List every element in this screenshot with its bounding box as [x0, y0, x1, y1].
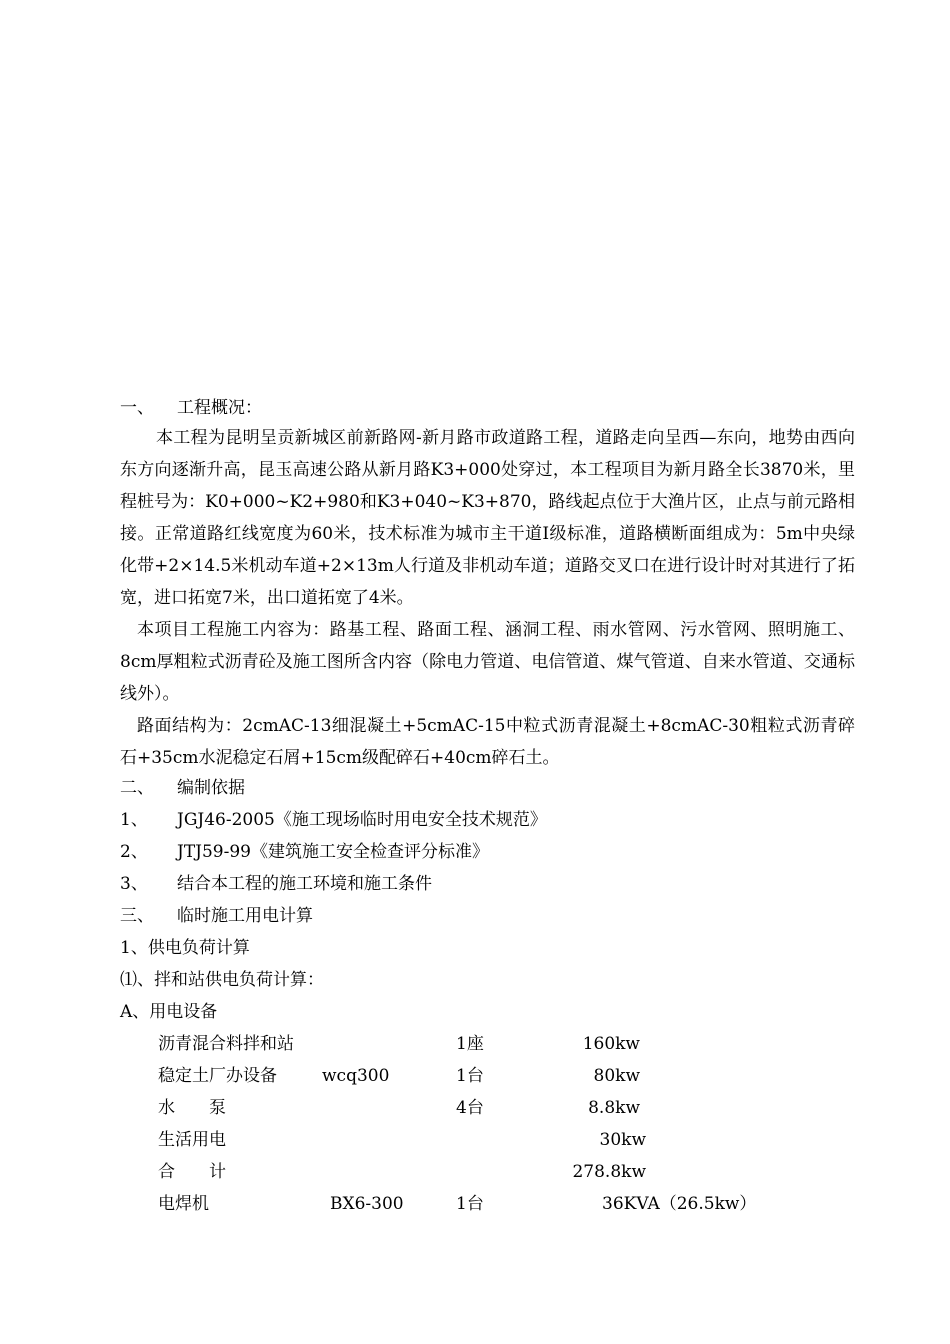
section-title: 工程概况：: [177, 398, 262, 418]
equipment-name: 水 泵: [158, 1098, 226, 1118]
list-item: [120, 842, 489, 862]
equipment-power: 30kw: [599, 1130, 646, 1150]
section-heading-3: [120, 906, 313, 926]
section-heading-2: [120, 778, 245, 798]
scope-paragraph: 本项目工程施工内容为：路基工程、路面工程、涵洞工程、雨水管网、污水管网、照明施工、8cm厚粗粒式沥青砼及施工图所含内容（除电力管道、电信管道、煤气管道、自来水管道、交通标线外）。: [120, 620, 855, 704]
overview-paragraph: 本工程为昆明呈贡新城区前新路网-新月路市政道路工程，道路走向呈西—东向，地势由西向东方向逐渐升高，昆玉高速公路从新月路K3+000处穿过，本工程项目为新月路全长3870米，里程桩号为：K0+000~K2+980和K3+040~K3+870，路线起点位于大渔片区，止点与前元路相接。正常道路红线宽度为60米，技术标准为城市主干道Ⅰ级标准，道路横断面组成为：5m中央绿化带+2×14.5米机动车道+2×13m人行道及非机动车道；道路交叉口在进行设计时对其进行了拓宽，进口拓宽7米，出口道拓宽了4米。: [120, 428, 855, 608]
list-text: 结合本工程的施工环境和施工条件: [177, 874, 432, 894]
section-number: 二、: [120, 778, 154, 798]
list-text: JTJ59-99《建筑施工安全检查评分标准》: [177, 842, 489, 862]
subheading-mixing-station: ⑴、拌和站供电负荷计算：: [120, 970, 324, 990]
equipment-power: 80kw: [593, 1066, 640, 1086]
subheading-equipment: A、用电设备: [120, 1002, 218, 1022]
section-number: 一、: [120, 398, 154, 418]
equipment-power-total: 278.8kw: [572, 1162, 646, 1182]
list-number: 1、: [120, 810, 148, 830]
equipment-name: 稳定土厂办设备: [158, 1066, 277, 1086]
equipment-name: 合 计: [158, 1162, 226, 1182]
section-title: 编制依据: [177, 778, 245, 798]
equipment-qty: 1座: [456, 1034, 484, 1054]
equipment-name: 生活用电: [158, 1130, 226, 1150]
equipment-qty: 1台: [456, 1194, 484, 1214]
pavement-paragraph: 路面结构为：2cmAC-13细混凝土+5cmAC-15中粒式沥青混凝土+8cmAC-30粗粒式沥青碎石+35cm水泥稳定石屑+15cm级配碎石+40cm碎石土。: [120, 716, 855, 768]
section-number: 三、: [120, 906, 154, 926]
equipment-power: 36KVA（26.5kw）: [602, 1194, 757, 1214]
list-item: [120, 810, 547, 830]
list-number: 2、: [120, 842, 148, 862]
list-item: [120, 874, 432, 894]
equipment-power: 8.8kw: [588, 1098, 640, 1118]
equipment-name: 沥青混合料拌和站: [158, 1034, 294, 1054]
equipment-qty: 1台: [456, 1066, 484, 1086]
list-number: 3、: [120, 874, 148, 894]
subheading-load-calc: 1、供电负荷计算: [120, 938, 250, 958]
list-text: JGJ46-2005《施工现场临时用电安全技术规范》: [177, 810, 547, 830]
equipment-model: wcq300: [322, 1066, 390, 1086]
equipment-model: BX6-300: [330, 1194, 404, 1214]
section-heading-1: [120, 398, 262, 418]
equipment-qty: 4台: [456, 1098, 484, 1118]
equipment-name: 电焊机: [158, 1194, 209, 1214]
equipment-power: 160kw: [582, 1034, 640, 1054]
section-title: 临时施工用电计算: [177, 906, 313, 926]
